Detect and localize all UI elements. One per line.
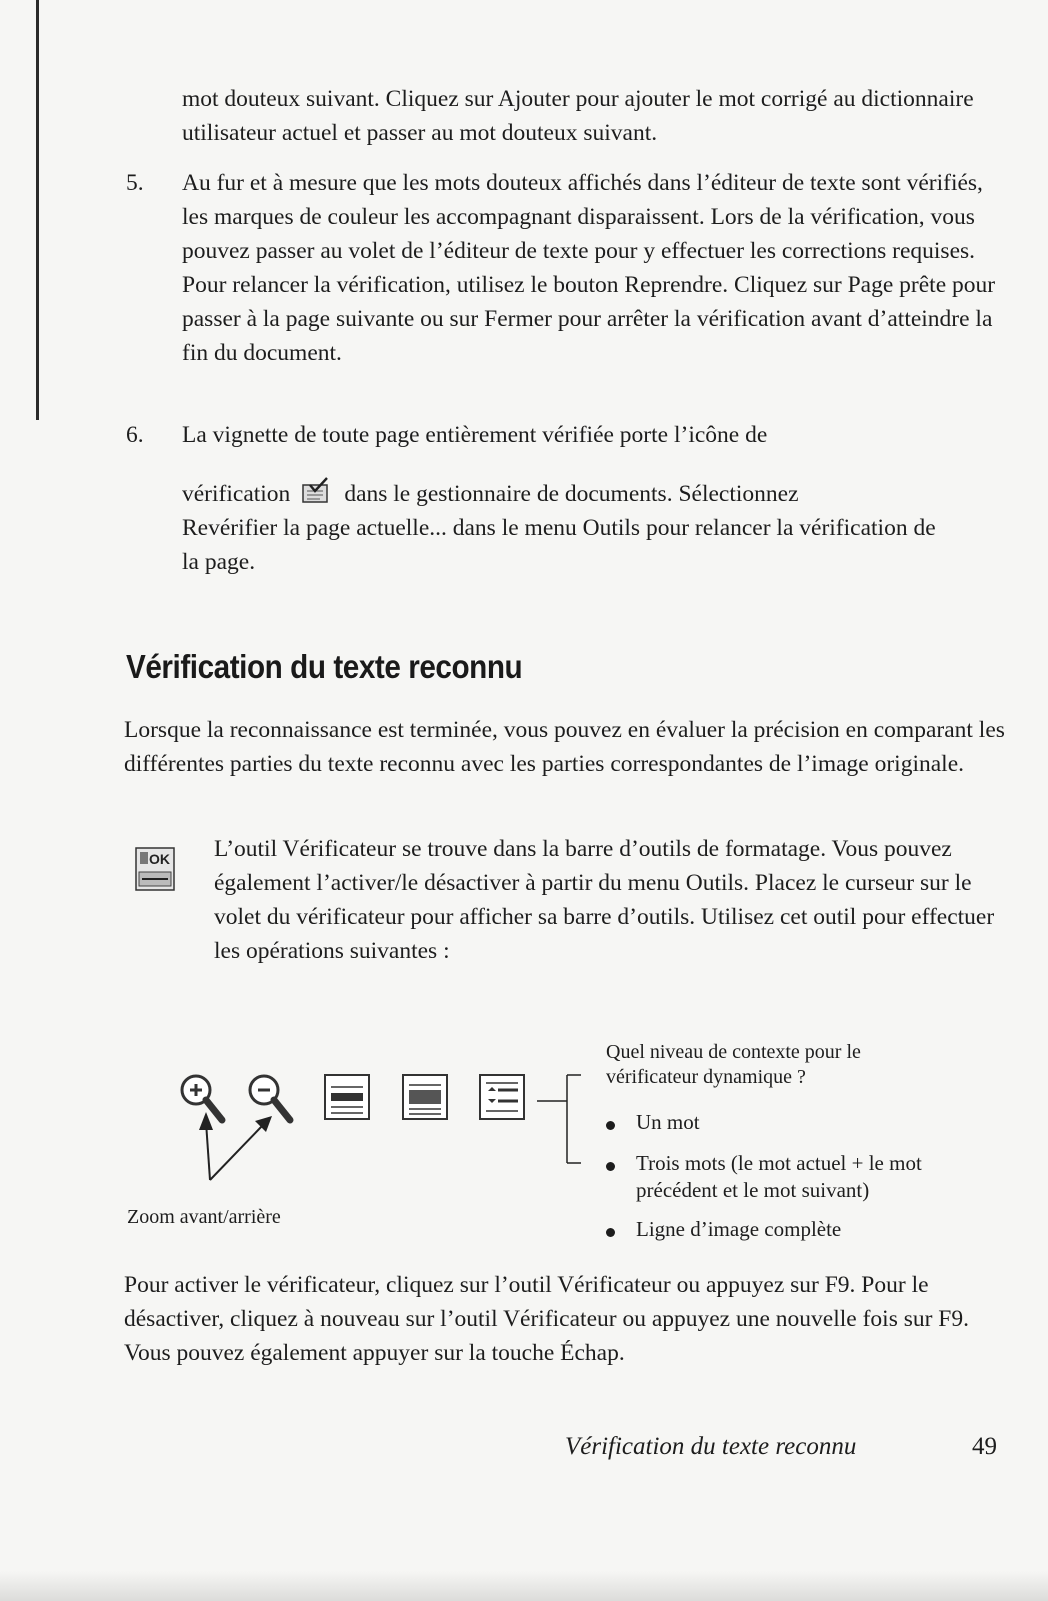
item-6-line-2-end: dans le gestionnaire de documents. Sélectionnez — [344, 481, 799, 507]
bullet-dot — [606, 1121, 615, 1130]
option-full-line: Ligne d’image complète — [636, 1217, 842, 1241]
context-question: Quel niveau de contexte pour le vérificateur dynamique ? — [606, 1041, 861, 1088]
bullet-dot — [606, 1228, 615, 1237]
bullet-dot — [606, 1162, 615, 1171]
item-6-number: 6. — [126, 422, 144, 448]
option-three-words: Trois mots (le mot actuel + le mot précédent et le mot suivant) — [636, 1151, 922, 1202]
intro-continuation: mot douteux suivant. Cliquez sur Ajouter pour ajouter le mot corrigé au dictionnaire utilisateur actuel et passer au mot douteux suivant. — [182, 86, 974, 146]
zoom-caption: Zoom avant/arrière — [127, 1206, 281, 1228]
item-5-text: Au fur et à mesure que les mots douteux affichés dans l’éditeur de texte sont vérifiés, les marques de couleur les accompagnant disparaissent. Lors de la vérification, vous pouvez passer au volet de l’éditeur de texte pour y effectuer les corrections requises. Pour relancer la vérification, utilisez le bouton Reprendre. Cliquez sur Page prête pour passer à la page suivante ou sur Fermer pour arrêter la vérification avant d’atteindre la fin du document. — [182, 170, 996, 366]
option-one-word: Un mot — [636, 1110, 700, 1134]
section-intro: Lorsque la reconnaissance est terminée, vous pouvez en évaluer la précision en comparant les différentes parties du texte reconnu avec les parties correspondantes de l’image originale. — [124, 717, 1005, 777]
item-6-line-1: La vignette de toute page entièrement vérifiée porte l’icône de — [182, 422, 768, 448]
page-number: 49 — [972, 1433, 997, 1460]
closing-paragraph: Pour activer le vérificateur, cliquez sur l’outil Vérificateur ou appuyez sur F9. Pour le désactiver, cliquez à nouveau sur l’outil Vérificateur ou appuyez une nouvelle fois sur F9. Vous pouvez également appuyer sur la touche Échap. — [124, 1272, 970, 1366]
section-heading: Vérification du texte reconnu — [126, 648, 523, 685]
item-6-verification-word: vérification — [182, 481, 291, 507]
item-6-rest: Revérifier la page actuelle... dans le menu Outils pour relancer la vérification de la page. — [182, 515, 936, 575]
running-footer-title: Vérification du texte reconnu — [565, 1433, 857, 1460]
verifier-icon-label: OK — [149, 851, 170, 867]
page-bottom-edge — [0, 1571, 1048, 1601]
tool-paragraph: L’outil Vérificateur se trouve dans la barre d’outils de formatage. Vous pouvez également l’activer/le désactiver à partir du menu Outils. Placez le curseur sur le volet du vérificateur pour afficher sa barre d’outils. Utilisez cet outil pour effectuer les opérations suivantes : — [214, 836, 995, 964]
item-5-number: 5. — [126, 170, 144, 196]
